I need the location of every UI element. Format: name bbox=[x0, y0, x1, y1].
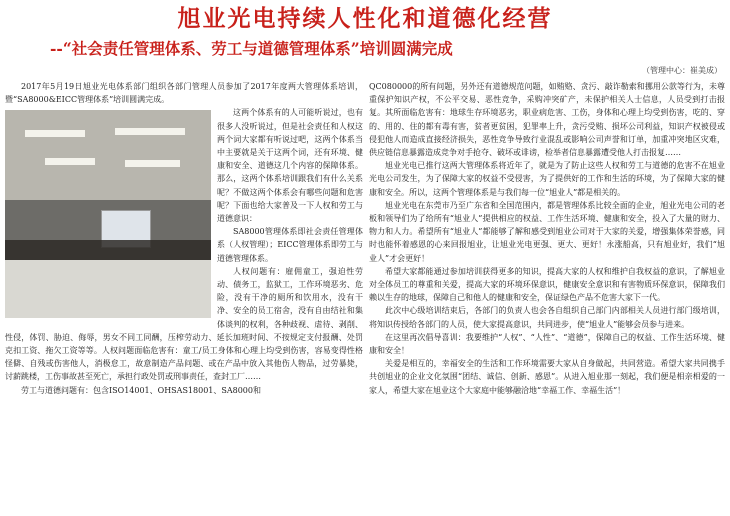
paragraph-company: 旭业光电在东莞市乃至广东省和全国范围内，都是管理体系比较全面的企业，旭业光电公司的老板和领导们为了给所有“旭业人”提供相应的权益、工作生活环境、健康和安全，投入了大量的财力、物力和人力。希望所有“旭业人”都能够了解和感受到旭业公司对于大家的关爱，增强集体荣誉感，同时也能怀着感恩的心来回报旭业，让旭业光电更强、更大、更好！永涨船高，只有旭业好，我们“旭业人”才会更好！ bbox=[369, 200, 725, 263]
paragraph-intro: 2017年5月19日旭业光电体系部门组织各部门管理人员参加了2017年度两大管理体系培训，暨“SA8000&EICC管理体系”培训圆满完成。 bbox=[5, 82, 363, 105]
paragraph-call: 在这里再次倡导喜训：我要维护“人权”、“人性”、“道德”，保障自己的权益、工作生活环境、健康和安全！ bbox=[369, 332, 725, 356]
paragraph-hope: 希望大家都能通过参加培训获得更多的知识，提高大家的人权和维护自我权益的意识，了解旭业对全体员工的尊重和关爱，提高大家的环境环保意识，健康安全意识和有害物质环保意识，保障我们赖以生存的地球，保障自己和他人的健康和安全，保证绿色产品不危害大家下一代。 bbox=[369, 266, 725, 303]
ceiling-light bbox=[115, 128, 185, 135]
paragraph-labor-ethics-issues: 劳工与道德问题有：包含ISO14001、OHSAS18001、SA8000和 bbox=[21, 385, 261, 395]
paragraph-human-rights-issues: 人权问题有：雇佣童工，强迫性劳动、债务工，监狱工，工作环境恶劣、危险，没有干净的厕所和饮用水，没有干净、安全的员工宿舍，没有自由结社和集体谈判的权利，各种歧视、虐待、剥削、性侵，体罚、胁迫、侮辱，男女不同工同酬，压榨劳动力、延长加班时间、不按规定支付报酬、处罚克扣工资、拖欠工资等等。人权问题面临危害有：童工/员工身体和心理上均受到伤害，容易变得性格怪僻、自残或伤害他人，消极怠工，故意制造产品问题、或在产品中放入其他伤人物品，过劳暴毙，讨薪跳楼，工伤事故甚至死亡，承担行政处罚或刑事责任，查封工厂…… bbox=[5, 266, 363, 382]
training-session-photo bbox=[5, 110, 211, 318]
ceiling-light bbox=[45, 158, 95, 165]
paragraph-definitions: SA8000管理体系即社会责任管理体系（人权管理）；EICC管理体系即劳工与道德管理体系。 bbox=[217, 227, 363, 263]
photo-ceiling bbox=[5, 110, 211, 200]
left-column bbox=[5, 80, 363, 513]
ceiling-light bbox=[25, 130, 85, 137]
paragraph-closing: 关爱是相互的，幸福安全的生活和工作环境需要大家从自身做起，共同营造。希望大家共同携手共创旭业的企业文化氛围“团结、诚信、创新、感恩”。从进入旭业那一刻起，我们便是相亲相爱的一家人，希望大家在旭业这个大家庭中能够融洽地“幸福工作、幸福生活”！ bbox=[369, 359, 725, 395]
paragraph-follow-up: 此次中心级培训结束后，各部门的负责人也会各自组织自己部门内部相关人员进行部门级培训，将知识传授给各部门的人员，使大家提高意识，共同进步，使“旭业人”能够会员参与进来。 bbox=[369, 306, 725, 329]
right-column bbox=[369, 80, 725, 513]
author-department: （管理中心：崔美成） bbox=[642, 66, 722, 75]
paragraph-continued: QC080000的所有问题，另外还有道德规范问题，如贿赂、贪污、敲诈勒索和挪用公款等行为，未尊重保护知识产权，不公平交易、恶性竞争，采购冲突矿产，未保护相关人士信息，人员受到打击报复。其所面临危害有：地球生存环境恶劣，职业病危害、工伤，身体和心理上均受到伤害，吃的、穿的、用的、住的都有毒有害，贫者更贫困，犯罪率上升，贪污受贿、损坏公司利益，知识产权被侵或侵犯他人而造成直接经济损失，恶性竞争导致行业混乱或影响公司声誉和订单，加重冲突地区灾难，供应链信息暴露造成竞争对手抢夺、破坏或诽谤，检举者信息暴露遭受他人打击报复…… bbox=[369, 82, 725, 158]
article-title: 旭业光电持续人性化和道德化经营 bbox=[177, 5, 553, 32]
desks bbox=[5, 260, 211, 318]
paragraph-overview: 这两个体系有的人可能听说过，也有很多人没听说过，但是社会责任和人权这两个词大家都有听说过吧，这两个体系当中主要就是关于这两个词，还有环境、健康和安全、道德这几个内容的保障体系。那么，这两个体系培训跟我们有什么关系呢？不做这两个体系会有哪些问题和危害呢？下面也给大家普及一下人权和劳工与道德意识： bbox=[217, 108, 363, 224]
article-subtitle: --“社会责任管理体系、劳工与道德管理体系”培训圆满完成 bbox=[50, 39, 453, 58]
ceiling-light bbox=[125, 160, 180, 167]
paragraph-purpose: 旭业光电已推行这两大管理体系将近年了，就是为了防止这些人权和劳工与道德的危害不在旭业光电公司发生，为了保障大家的权益不受侵害，为了提供好的工作和生活的环境，为了保障大家的健康和安全。所以，这两个管理体系是与我们每一位“旭业人”都是相关的。 bbox=[369, 161, 725, 197]
